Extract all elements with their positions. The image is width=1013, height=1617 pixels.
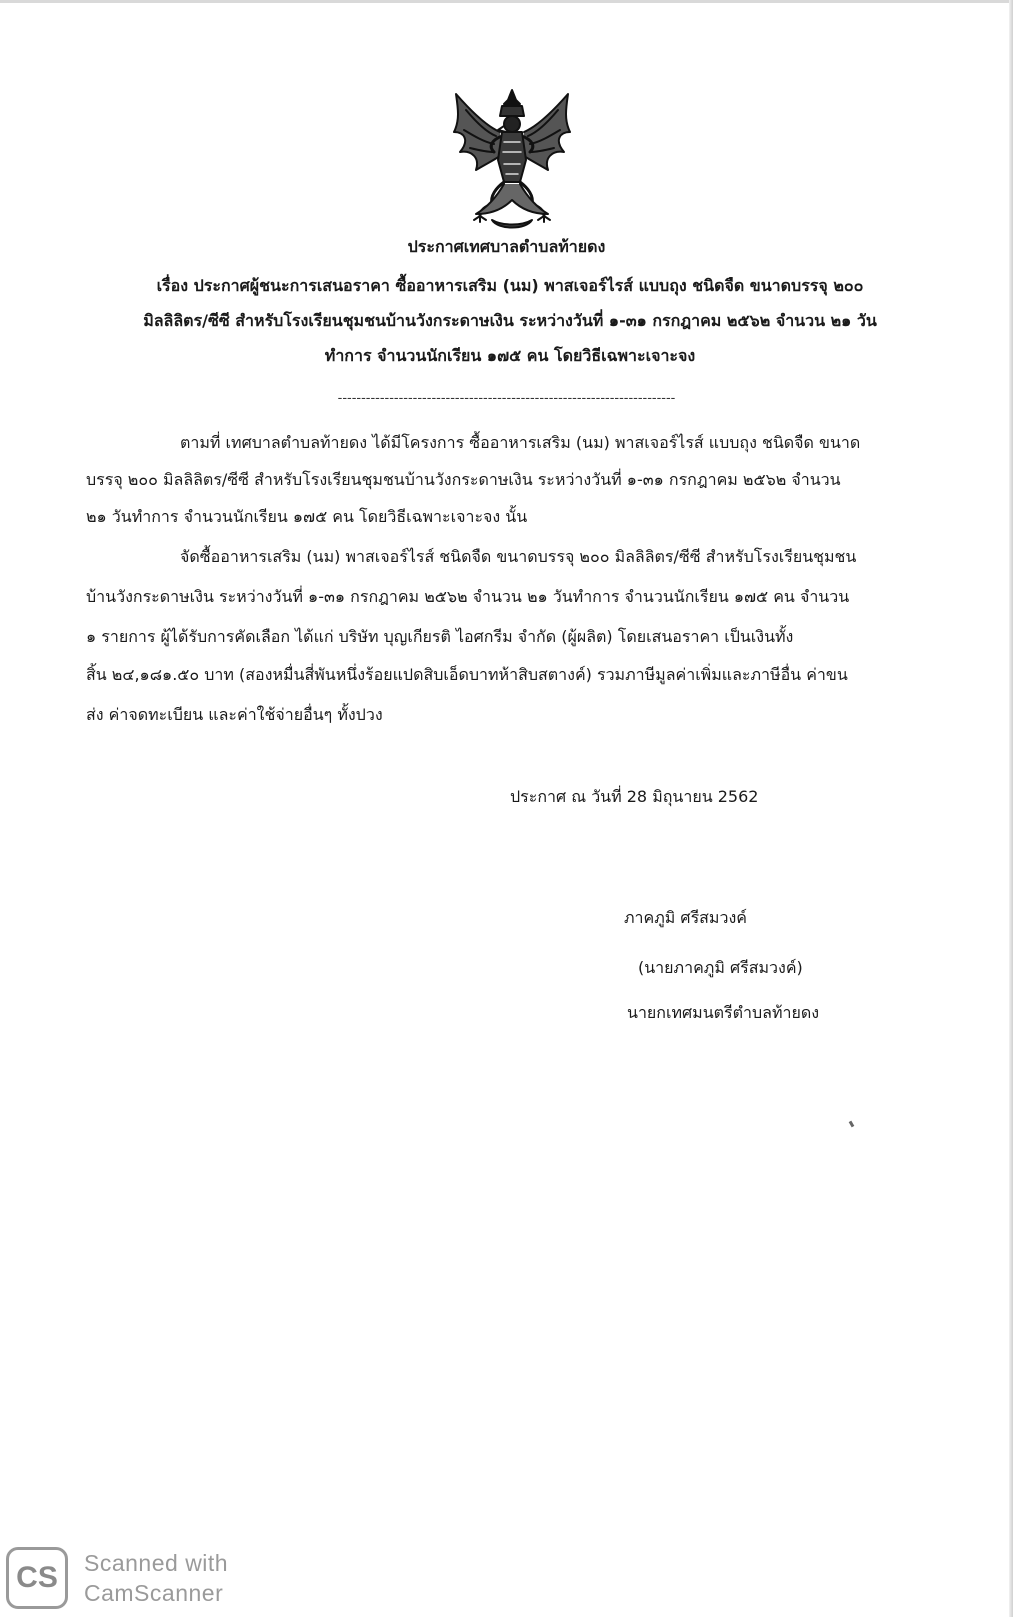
paragraph-2-line-4: สิ้น ๒๔,๑๘๑.๕๐ บาท (สองหมื่นสี่พันหนึ่งร้อยแปดสิบเอ็ดบาทห้าสิบสตางค์) รวมภาษีมูลค่าเพิ่มและภาษีอื่น ค่าขน: [86, 665, 848, 684]
divider-line: ------------------------------------------------------------------------: [337, 391, 676, 406]
scan-top-edge: [0, 0, 1013, 3]
organization-title: ประกาศเทศบาลตำบลท้ายดง: [407, 237, 606, 256]
paragraph-1-line-1: ตามที่ เทศบาลตำบลท้ายดง ได้มีโครงการ ซื้ออาหารเสริม (นม) พาสเจอร์ไรส์ แบบถุง ชนิดจืด ขนาด: [180, 433, 861, 452]
signature-name: ภาคภูมิ ศรีสมวงค์: [624, 908, 747, 927]
paragraph-2-line-2: บ้านวังกระดาษเงิน ระหว่างวันที่ ๑-๓๑ กรกฎาคม ๒๕๖๒ จำนวน ๒๑ วันทำการ จำนวนนักเรียน ๑๗๕ คน จำนวน: [86, 587, 850, 606]
paragraph-1-line-2: บรรจุ ๒๐๐ มิลลิลิตร/ซีซี สำหรับโรงเรียนชุมชนบ้านวังกระดาษเงิน ระหว่างวันที่ ๑-๓๑ กรกฎาคม ๒๕๖๒ จำนวน: [86, 470, 841, 489]
signatory-position: นายกเทศมนตรีตำบลท้ายดง: [627, 1003, 820, 1022]
subject-line-2: มิลลิลิตร/ซีซี สำหรับโรงเรียนชุมชนบ้านวังกระดาษเงิน ระหว่างวันที่ ๑-๓๑ กรกฎาคม ๒๕๖๒ จำนวน ๒๑ วัน: [143, 311, 877, 330]
signatory-full-name: (นายภาคภูมิ ศรีสมวงค์): [638, 958, 803, 977]
watermark-line-2: CamScanner: [84, 1580, 224, 1606]
scan-mark: [849, 1121, 855, 1128]
paragraph-2-line-5: ส่ง ค่าจดทะเบียน และค่าใช้จ่ายอื่นๆ ทั้งปวง: [86, 705, 383, 724]
watermark-line-1: Scanned with: [84, 1550, 229, 1576]
announcement-date: ประกาศ ณ วันที่ 28 มิถุนายน 2562: [510, 787, 759, 806]
garuda-emblem-icon: [446, 86, 578, 234]
subject-line-1: เรื่อง ประกาศผู้ชนะการเสนอราคา ซื้ออาหารเสริม (นม) พาสเจอร์ไรส์ แบบถุง ชนิดจืด ขนาดบรรจุ ๒๐๐: [156, 276, 864, 295]
camscanner-logo-icon: CS: [6, 1547, 68, 1609]
subject-line-3: ทำการ จำนวนนักเรียน ๑๗๕ คน โดยวิธีเฉพาะเจาะจง: [324, 346, 696, 365]
paragraph-2-line-1: จัดซื้ออาหารเสริม (นม) พาสเจอร์ไรส์ ชนิดจืด ขนาดบรรจุ ๒๐๐ มิลลิลิตร/ซีซี สำหรับโรงเรียนชุมชน: [180, 547, 857, 566]
paragraph-2-line-3: ๑ รายการ ผู้ได้รับการคัดเลือก ได้แก่ บริษัท บุญเกียรติ ไอศกรีม จำกัด (ผู้ผลิต) โดยเสนอราคา เป็นเงินทั้ง: [86, 627, 794, 646]
paragraph-1-line-3: ๒๑ วันทำการ จำนวนนักเรียน ๑๗๕ คน โดยวิธีเฉพาะเจาะจง นั้น: [86, 507, 528, 526]
